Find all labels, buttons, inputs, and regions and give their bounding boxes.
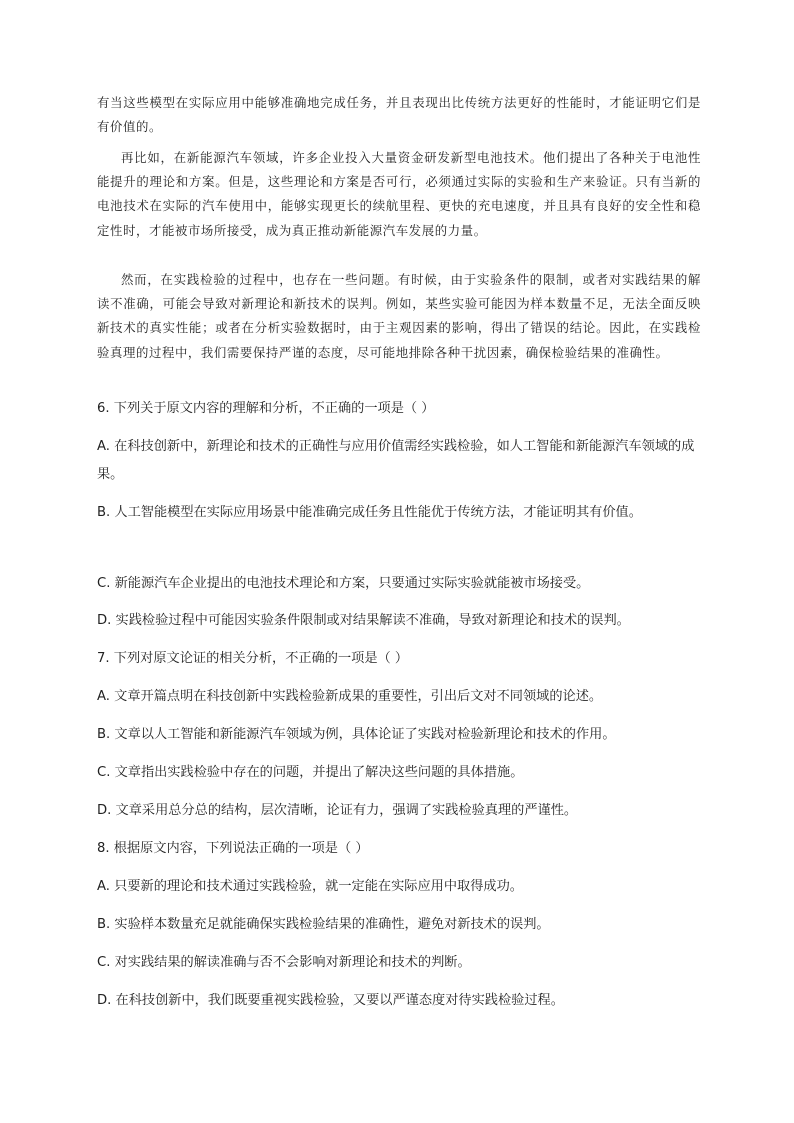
option-c[interactable]: C. 文章指出实践检验中存在的问题，并提出了解决这些问题的具体措施。 [97,765,524,780]
option-a[interactable]: A. 在科技创新中，新理论和技术的正确性与应用价值需经实践检验，如人工智能和新能源汽车领域的成果。 [97,439,695,482]
option-d[interactable]: D. 在科技创新中，我们既要重视实践检验，又要以严谨态度对待实践检验过程。 [97,993,564,1008]
passage-paragraph: 再比如，在新能源汽车领域，许多企业投入大量资金研发新型电池技术。他们提出了各种关于电池性能提升的理论和方案。但是，这些理论和方案是否可行，必须通过实际的实验和生产来验证。只有当新的电池技术在实际的汽车使用中，能够实现更长的续航里程、更快的充电速度，并且具有良好的安全性和稳定性时，才能被市场所接受，成为真正推动新能源汽车发展的力量。 [97,150,701,238]
option-b[interactable]: B. 实验样本数量充足就能确保实践检验结果的准确性，避免对新技术的误判。 [97,917,550,932]
passage-paragraph: 有当这些模型在实际应用中能够准确地完成任务，并且表现出比传统方法更好的性能时，才能证明它们是有价值的。 [97,95,701,135]
option-d[interactable]: D. 文章采用总分总的结构，层次清晰，论证有力，强调了实践检验真理的严谨性。 [97,803,578,818]
option-c[interactable]: C. 对实践结果的解读准确与否不会影响对新理论和技术的判断。 [97,955,471,970]
question-stem: 7. 下列对原文论证的相关分析，不正确的一项是（ ） [97,651,409,666]
passage-paragraph: 然而，在实践检验的过程中，也存在一些问题。有时候，由于实验条件的限制，或者对实践结果的解读不准确，可能会导致对新理论和新技术的误判。例如，某些实验可能因为样本数量不足，无法全面反映新技术的真实性能；或者在分析实验数据时，由于主观因素的影响，得出了错误的结论。因此，在实践检验真理的过程中，我们需要保持严谨的态度，尽可能地排除各种干扰因素，确保检验结果的准确性。 [97,272,701,360]
option-d[interactable]: D. 实践检验过程中可能因实验条件限制或对结果解读不准确，导致对新理论和技术的误判。 [97,613,630,628]
option-b[interactable]: B. 人工智能模型在实际应用场景中能准确完成任务且性能优于传统方法，才能证明其有价值。 [97,505,642,520]
question-stem: 8. 根据原文内容，下列说法正确的一项是（ ） [97,841,369,856]
question-stem: 6. 下列关于原文内容的理解和分析，不正确的一项是（ ） [97,401,435,416]
option-c[interactable]: C. 新能源汽车企业提出的电池技术理论和方案，只要通过实际实验就能被市场接受。 [97,576,590,591]
option-a[interactable]: A. 文章开篇点明在科技创新中实践检验新成果的重要性，引出后文对不同领域的论述。 [97,689,603,704]
option-b[interactable]: B. 文章以人工智能和新能源汽车领域为例，具体论证了实践对检验新理论和技术的作用。 [97,727,616,742]
option-a[interactable]: A. 只要新的理论和技术通过实践检验，就一定能在实际应用中取得成功。 [97,879,523,894]
